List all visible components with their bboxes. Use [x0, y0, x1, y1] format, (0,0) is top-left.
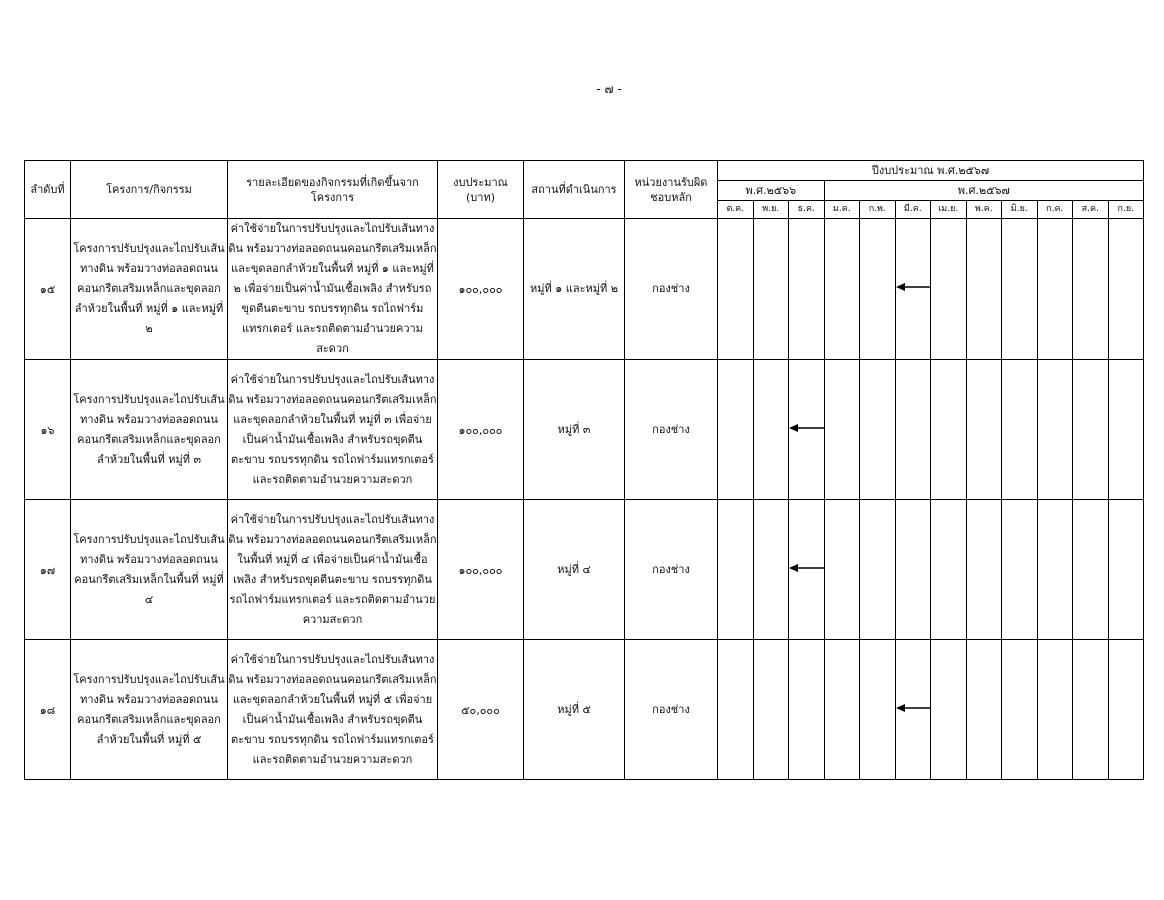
- header-budget: งบประมาณ (บาท): [438, 161, 524, 219]
- row-order: ๑๗: [25, 500, 71, 640]
- timeline-cell: [1108, 640, 1144, 780]
- month-header: พ.ย.: [753, 201, 789, 219]
- timeline-cell: [824, 500, 860, 640]
- row-location: หมู่ที่ ๓: [524, 360, 625, 500]
- timeline-cell: [1037, 640, 1073, 780]
- month-header: ส.ค.: [1073, 201, 1109, 219]
- page-number: - ๗ -: [596, 82, 622, 96]
- timeline-cell: [718, 500, 754, 640]
- timeline-cell: [931, 360, 967, 500]
- timeline-cell: [753, 360, 789, 500]
- month-header: ม.ค.: [824, 201, 860, 219]
- row-agency: กองช่าง: [625, 360, 718, 500]
- month-header: ก.ค.: [1037, 201, 1073, 219]
- row-details: ค่าใช้จ่ายในการปรับปรุงและไถปรับเส้นทางดิน พร้อมวางท่อลอดถนนคอนกรีตเสริมเหล็กและขุดลอกลำห้วยในพื้นที่ หมู่ที่ ๓ เพื่อจ่ายเป็นค่าน้ำมันเชื้อเพลิง สำหรับรถขุดตีนตะขาบ รถบรรทุกดิน รถไถฟาร์มแทรกเตอร์ และรถติดตามอำนวยความสะดวก: [228, 360, 438, 500]
- month-header: พ.ค.: [966, 201, 1002, 219]
- timeline-cell: [1037, 219, 1073, 360]
- timeline-cell: [1002, 360, 1038, 500]
- timeline-cell: [966, 640, 1002, 780]
- header-agency: หน่วยงานรับผิดชอบหลัก: [625, 161, 718, 219]
- timeline-cell: [860, 360, 896, 500]
- timeline-cell: [1073, 360, 1109, 500]
- timeline-cell: [966, 360, 1002, 500]
- row-budget: ๕๐,๐๐๐: [438, 640, 524, 780]
- month-header: มี.ค.: [895, 201, 931, 219]
- month-header: เม.ย.: [931, 201, 967, 219]
- timeline-cell: [789, 500, 825, 640]
- timeline-cell: [966, 219, 1002, 360]
- month-header: ต.ค.: [718, 201, 754, 219]
- month-header: ก.ย.: [1108, 201, 1144, 219]
- timeline-cell: [895, 500, 931, 640]
- row-location: หมู่ที่ ๕: [524, 640, 625, 780]
- timeline-cell: [718, 219, 754, 360]
- row-project: โครงการปรับปรุงและไถปรับเส้นทางดิน พร้อมวางท่อลอดถนนคอนกรีตเสริมเหล็กในพื้นที่ หมู่ที่ ๔: [71, 500, 228, 640]
- timeline-cell: [718, 360, 754, 500]
- timeline-cell: [1073, 640, 1109, 780]
- timeline-cell: [824, 219, 860, 360]
- row-details: ค่าใช้จ่ายในการปรับปรุงและไถปรับเส้นทางดิน พร้อมวางท่อลอดถนนคอนกรีตเสริมเหล็กและขุดลอกลำห้วยในพื้นที่ หมู่ที่ ๑ และหมู่ที่ ๒ เพื่อจ่ายเป็นค่าน้ำมันเชื้อเพลิง สำหรับรถขุดตีนตะขาบ รถบรรทุกดิน รถไถฟาร์มแทรกเตอร์ และรถติดตามอำนวยความสะดวก: [228, 219, 438, 360]
- timeline-cell: [895, 219, 931, 360]
- timeline-cell: [1037, 500, 1073, 640]
- row-order: ๑๖: [25, 360, 71, 500]
- timeline-cell: [895, 640, 931, 780]
- schedule-arrow: [789, 360, 824, 499]
- header-project: โครงการ/กิจกรรม: [71, 161, 228, 219]
- month-header: ก.พ.: [860, 201, 896, 219]
- timeline-cell: [789, 640, 825, 780]
- row-order: ๑๕: [25, 219, 71, 360]
- table-row: [25, 640, 1144, 780]
- table-row: [25, 219, 1144, 360]
- header-details: รายละเอียดของกิจกรรมที่เกิดขึ้นจากโครงการ: [228, 161, 438, 219]
- timeline-cell: [789, 360, 825, 500]
- row-agency: กองช่าง: [625, 219, 718, 360]
- timeline-cell: [824, 360, 860, 500]
- timeline-cell: [1002, 500, 1038, 640]
- row-order: ๑๘: [25, 640, 71, 780]
- row-details: ค่าใช้จ่ายในการปรับปรุงและไถปรับเส้นทางดิน พร้อมวางท่อลอดถนนคอนกรีตเสริมเหล็กและขุดลอกลำห้วยในพื้นที่ หมู่ที่ ๕ เพื่อจ่ายเป็นค่าน้ำมันเชื้อเพลิง สำหรับรถขุดตีนตะขาบ รถบรรทุกดิน รถไถฟาร์มแทรกเตอร์ และรถติดตามอำนวยความสะดวก: [228, 640, 438, 780]
- header-year-2566: พ.ศ.๒๕๖๖: [718, 181, 825, 201]
- timeline-cell: [753, 219, 789, 360]
- row-agency: กองช่าง: [625, 640, 718, 780]
- schedule-arrow: [896, 219, 931, 359]
- row-project: โครงการปรับปรุงและไถปรับเส้นทางดิน พร้อมวางท่อลอดถนนคอนกรีตเสริมเหล็กและขุดลอกลำห้วยในพื้นที่ หมู่ที่ ๕: [71, 640, 228, 780]
- timeline-cell: [824, 640, 860, 780]
- timeline-cell: [1037, 360, 1073, 500]
- header-year-2567: พ.ศ.๒๕๖๗: [824, 181, 1144, 201]
- timeline-cell: [789, 219, 825, 360]
- month-header: ธ.ค.: [789, 201, 825, 219]
- timeline-cell: [753, 500, 789, 640]
- table-row: [25, 360, 1144, 500]
- timeline-cell: [931, 640, 967, 780]
- row-budget: ๑๐๐,๐๐๐: [438, 360, 524, 500]
- header-location: สถานที่ดำเนินการ: [524, 161, 625, 219]
- timeline-cell: [1002, 640, 1038, 780]
- timeline-cell: [860, 640, 896, 780]
- timeline-cell: [860, 219, 896, 360]
- header-fiscal-year: ปีงบประมาณ พ.ศ.๒๕๖๗: [718, 161, 1144, 181]
- timeline-cell: [931, 219, 967, 360]
- timeline-cell: [1073, 500, 1109, 640]
- row-project: โครงการปรับปรุงและไถปรับเส้นทางดิน พร้อมวางท่อลอดถนนคอนกรีตเสริมเหล็กและขุดลอกลำห้วยในพื้นที่ หมู่ที่ ๑ และหมู่ที่ ๒: [71, 219, 228, 360]
- row-project: โครงการปรับปรุงและไถปรับเส้นทางดิน พร้อมวางท่อลอดถนนคอนกรีตเสริมเหล็กและขุดลอกลำห้วยในพื้นที่ หมู่ที่ ๓: [71, 360, 228, 500]
- timeline-cell: [753, 640, 789, 780]
- row-agency: กองช่าง: [625, 500, 718, 640]
- timeline-cell: [1108, 360, 1144, 500]
- timeline-cell: [1002, 219, 1038, 360]
- row-budget: ๑๐๐,๐๐๐: [438, 219, 524, 360]
- timeline-cell: [860, 500, 896, 640]
- timeline-cell: [966, 500, 1002, 640]
- timeline-cell: [718, 640, 754, 780]
- timeline-cell: [895, 360, 931, 500]
- row-budget: ๑๐๐,๐๐๐: [438, 500, 524, 640]
- month-header: มิ.ย.: [1002, 201, 1038, 219]
- table-row: [25, 500, 1144, 640]
- header-order: ลำดับที่: [25, 161, 71, 219]
- schedule-arrow: [789, 500, 824, 639]
- row-location: หมู่ที่ ๔: [524, 500, 625, 640]
- timeline-cell: [1108, 219, 1144, 360]
- row-details: ค่าใช้จ่ายในการปรับปรุงและไถปรับเส้นทางดิน พร้อมวางท่อลอดถนนคอนกรีตเสริมเหล็ก ในพื้นที่ หมู่ที่ ๔ เพื่อจ่ายเป็นค่าน้ำมันเชื้อเพลิง สำหรับรถขุดตีนตะขาบ รถบรรทุกดิน รถไถฟาร์มแทรกเตอร์ และรถติดตามอำนวยความสะดวก: [228, 500, 438, 640]
- row-location: หมู่ที่ ๑ และหมู่ที่ ๒: [524, 219, 625, 360]
- project-plan-table: [24, 160, 1144, 780]
- timeline-cell: [931, 500, 967, 640]
- schedule-arrow: [896, 640, 931, 779]
- timeline-cell: [1108, 500, 1144, 640]
- timeline-cell: [1073, 219, 1109, 360]
